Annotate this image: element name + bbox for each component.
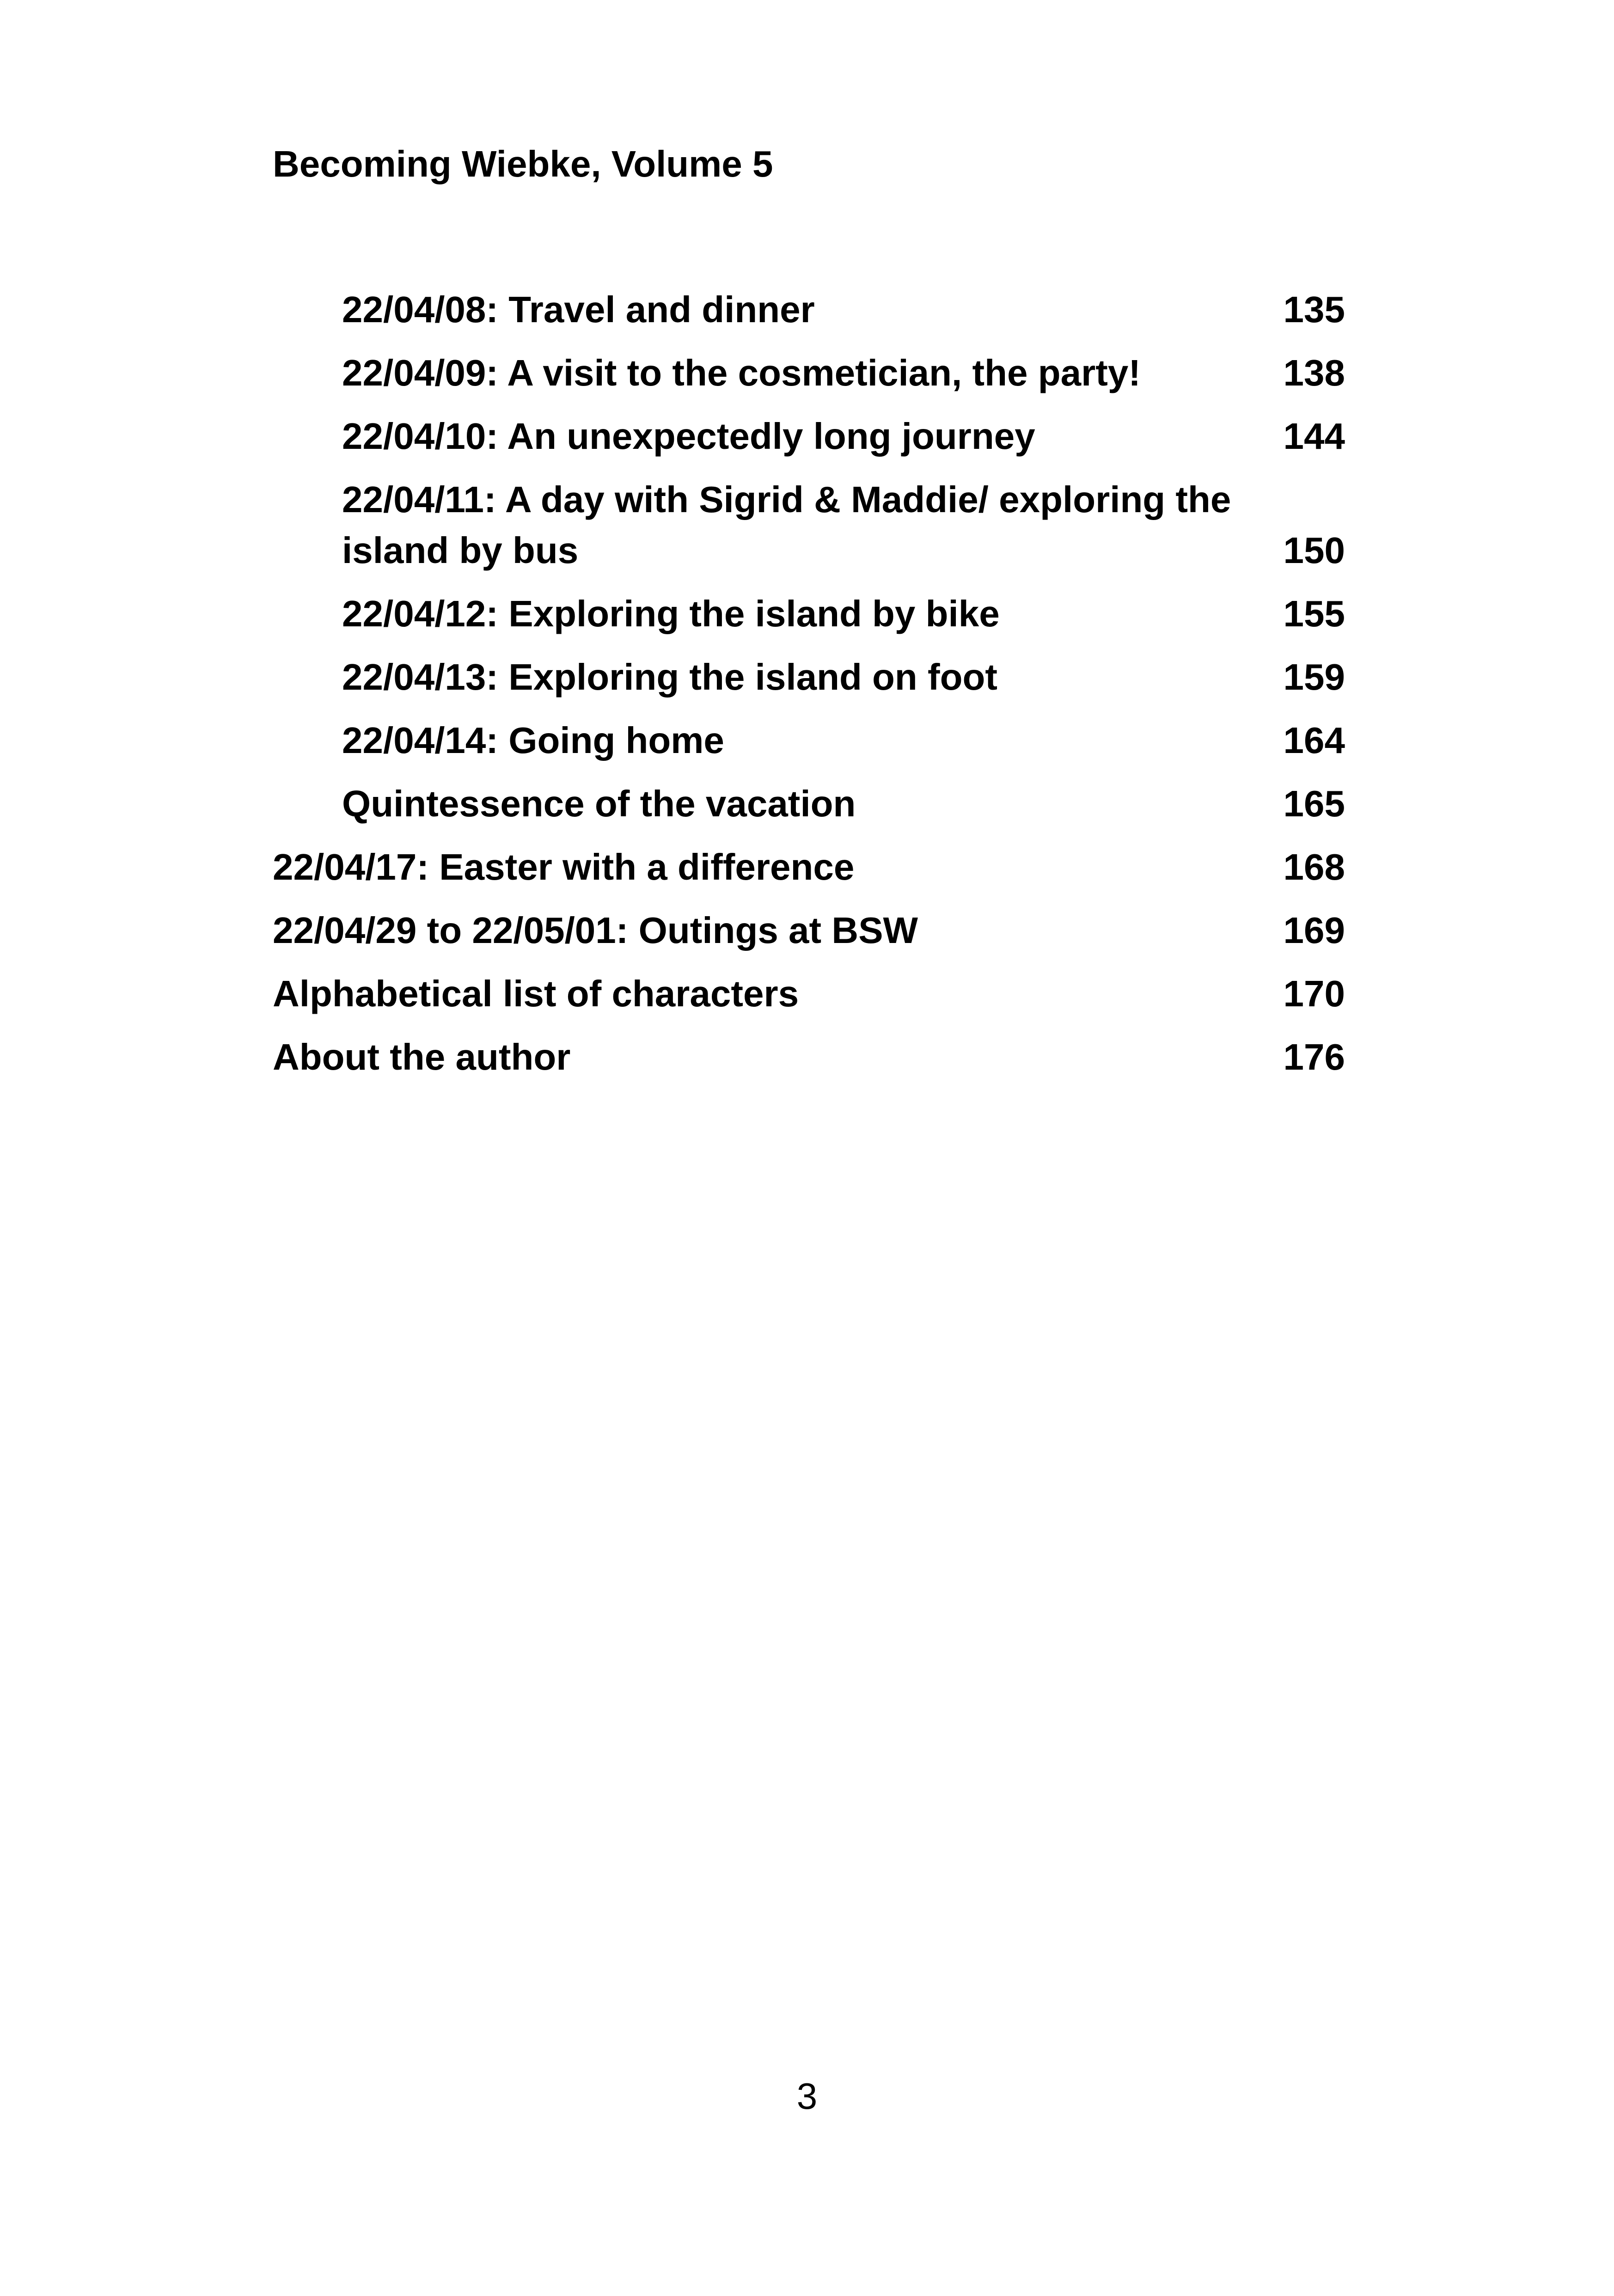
toc-entry-title: 22/04/10: An unexpectedly long journey — [342, 416, 1035, 457]
toc-entry-page-number: 135 — [1283, 289, 1345, 330]
toc-entry-page-number: 155 — [1283, 593, 1345, 634]
toc-entry-page-number: 168 — [1283, 846, 1345, 888]
toc-entry-title: 22/04/13: Exploring the island on foot — [342, 656, 998, 698]
toc-entry — [273, 778, 1345, 842]
toc-entry-title: 22/04/08: Travel and dinner — [342, 289, 815, 330]
toc-entry-title: 22/04/09: A visit to the cosmetician, the party! — [342, 352, 1141, 393]
toc-entry-title: 22/04/29 to 22/05/01: Outings at BSW — [273, 910, 918, 951]
toc-entry — [273, 588, 1345, 652]
toc-entry — [273, 284, 1345, 348]
toc-entry — [273, 905, 1345, 968]
toc-entry-title: 22/04/17: Easter with a difference — [273, 846, 855, 888]
toc-entry-page-number: 144 — [1283, 416, 1345, 457]
toc-entry — [273, 968, 1345, 1032]
toc-entry — [273, 842, 1345, 905]
toc-entry-page-number: 164 — [1283, 720, 1345, 761]
toc-entry-page-number: 169 — [1283, 910, 1345, 951]
toc-entry-title: Alphabetical list of characters — [273, 973, 799, 1014]
toc-entry-title: Quintessence of the vacation — [342, 783, 856, 824]
toc-entry-title: 22/04/11: A day with Sigrid & Maddie/ exploring the island by bus — [342, 479, 1231, 571]
toc-entry — [273, 474, 1345, 588]
toc-entry — [273, 411, 1345, 474]
toc-entry-page-number: 159 — [1283, 656, 1345, 698]
toc-entry-page-number: 176 — [1283, 1036, 1345, 1078]
table-of-contents — [273, 284, 1345, 1095]
page-number: 3 — [796, 2076, 818, 2117]
toc-entry — [273, 348, 1345, 411]
toc-entry-title: About the author — [273, 1036, 571, 1078]
toc-entry-title: 22/04/14: Going home — [342, 720, 724, 761]
toc-entry-page-number: 150 — [1283, 530, 1345, 571]
toc-entry-title: 22/04/12: Exploring the island by bike — [342, 593, 1000, 634]
running-header-title: Becoming Wiebke, Volume 5 — [273, 143, 773, 184]
toc-entry — [273, 652, 1345, 715]
toc-entry-page-number: 165 — [1283, 783, 1345, 824]
toc-entry — [273, 1032, 1345, 1095]
toc-entry — [273, 715, 1345, 778]
toc-entry-page-number: 138 — [1283, 352, 1345, 393]
toc-entry-page-number: 170 — [1283, 973, 1345, 1014]
